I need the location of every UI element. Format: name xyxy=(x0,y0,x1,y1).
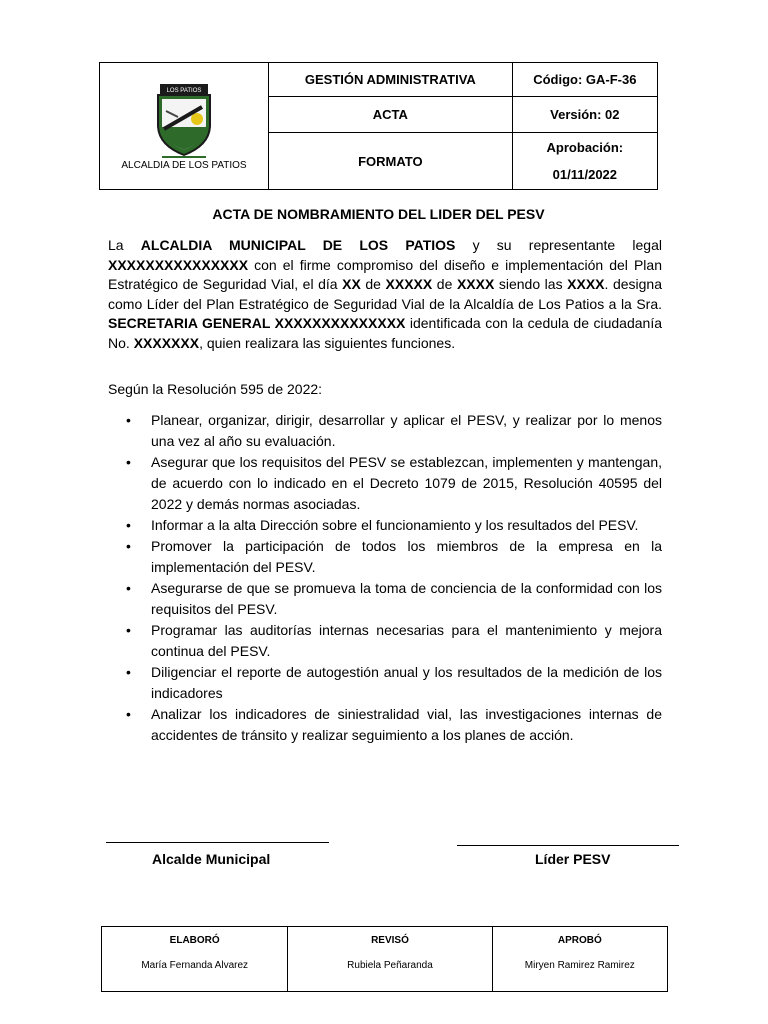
list-item: • Diligenciar el reporte de autogestión anual y los resultados de la medición de los indicadores xyxy=(126,664,662,701)
functions-list xyxy=(108,410,662,746)
version-cell: Versión: 02 xyxy=(512,97,657,133)
signature-line-left xyxy=(106,842,329,843)
intro-paragraph: La ALCALDIA MUNICIPAL DE LOS PATIOS y su representante legal XXXXXXXXXXXXXXX con el firme compromiso del diseño e implementación del Plan Estratégico de Seguridad Vial, el día XX de XXXXX de XXXX siendo las XXXX. designa como Líder del Plan Estratégico de Seguridad Vial de la Alcaldía de Los Patios a la Sra. SECRETARIA GENERAL XXXXXXXXXXXXXX identificada con la cedula de ciudadanía No. XXXXXXX, quien realizara las siguientes funciones. xyxy=(108,237,662,351)
svg-text:LOS PATIOS: LOS PATIOS xyxy=(166,88,202,94)
header-table xyxy=(99,62,658,190)
signature-label-alcalde: Alcalde Municipal xyxy=(152,851,271,867)
alcaldia-name: ALCALDIA DE LOS PATIOS xyxy=(121,160,247,171)
codigo-cell: Código: GA-F-36 xyxy=(512,63,657,97)
aprobacion-cell xyxy=(512,133,657,190)
elaboro-label: ELABORÓ xyxy=(169,935,220,946)
list-item: • Analizar los indicadores de siniestralidad vial, las investigaciones internas de accidentes de tránsito y realizar seguimiento a los planes de acción. xyxy=(126,706,662,743)
list-item: • Planear, organizar, dirigir, desarrollar y aplicar el PESV, y realizar por lo menos una vez al año su evaluación. xyxy=(126,412,662,449)
reviso-cell xyxy=(288,927,492,992)
aprobacion-label: Aprobación: xyxy=(546,140,624,155)
list-item: • Informar a la alta Dirección sobre el funcionamiento y los resultados del PESV. xyxy=(126,517,639,533)
logo-cell xyxy=(100,63,269,190)
area-cell: GESTIÓN ADMINISTRATIVA xyxy=(269,63,513,97)
list-item: • Asegurarse de que se promueva la toma de conciencia de la conformidad con los requisitos del PESV. xyxy=(126,580,662,617)
signature-line-right xyxy=(457,845,679,846)
aprobo-label: APROBÓ xyxy=(557,935,602,946)
reviso-name: Rubiela Peñaranda xyxy=(347,960,433,971)
tipo-cell: ACTA xyxy=(269,97,513,133)
aprobo-cell xyxy=(492,927,667,992)
list-item: • Programar las auditorías internas necesarias para el mantenimiento y mejora continua del PESV. xyxy=(126,622,662,659)
list-item: • Asegurar que los requisitos del PESV se establezcan, implementen y mantengan, de acuerdo con lo indicado en el Decreto 1079 de 2015, Resolución 40595 del 2022 y demás normas asociadas. xyxy=(126,454,662,512)
aprobacion-fecha: 01/11/2022 xyxy=(552,167,618,182)
elaboro-name: María Fernanda Alvarez xyxy=(141,960,249,971)
resolution-paragraph: Según la Resolución 595 de 2022: xyxy=(108,381,323,397)
list-item: • Promover la participación de todos los miembros de la empresa en la implementación del PESV. xyxy=(126,538,662,575)
shield-logo-icon xyxy=(150,81,218,159)
aprobo-name: Miryen Ramirez Ramirez xyxy=(524,960,635,971)
approval-table xyxy=(101,926,668,992)
signature-label-lider: Líder PESV xyxy=(535,851,611,867)
elaboro-cell xyxy=(102,927,288,992)
reviso-label: REVISÓ xyxy=(371,935,409,946)
formato-cell: FORMATO xyxy=(269,133,513,190)
document-title: ACTA DE NOMBRAMIENTO DEL LIDER DEL PESV xyxy=(212,206,545,222)
